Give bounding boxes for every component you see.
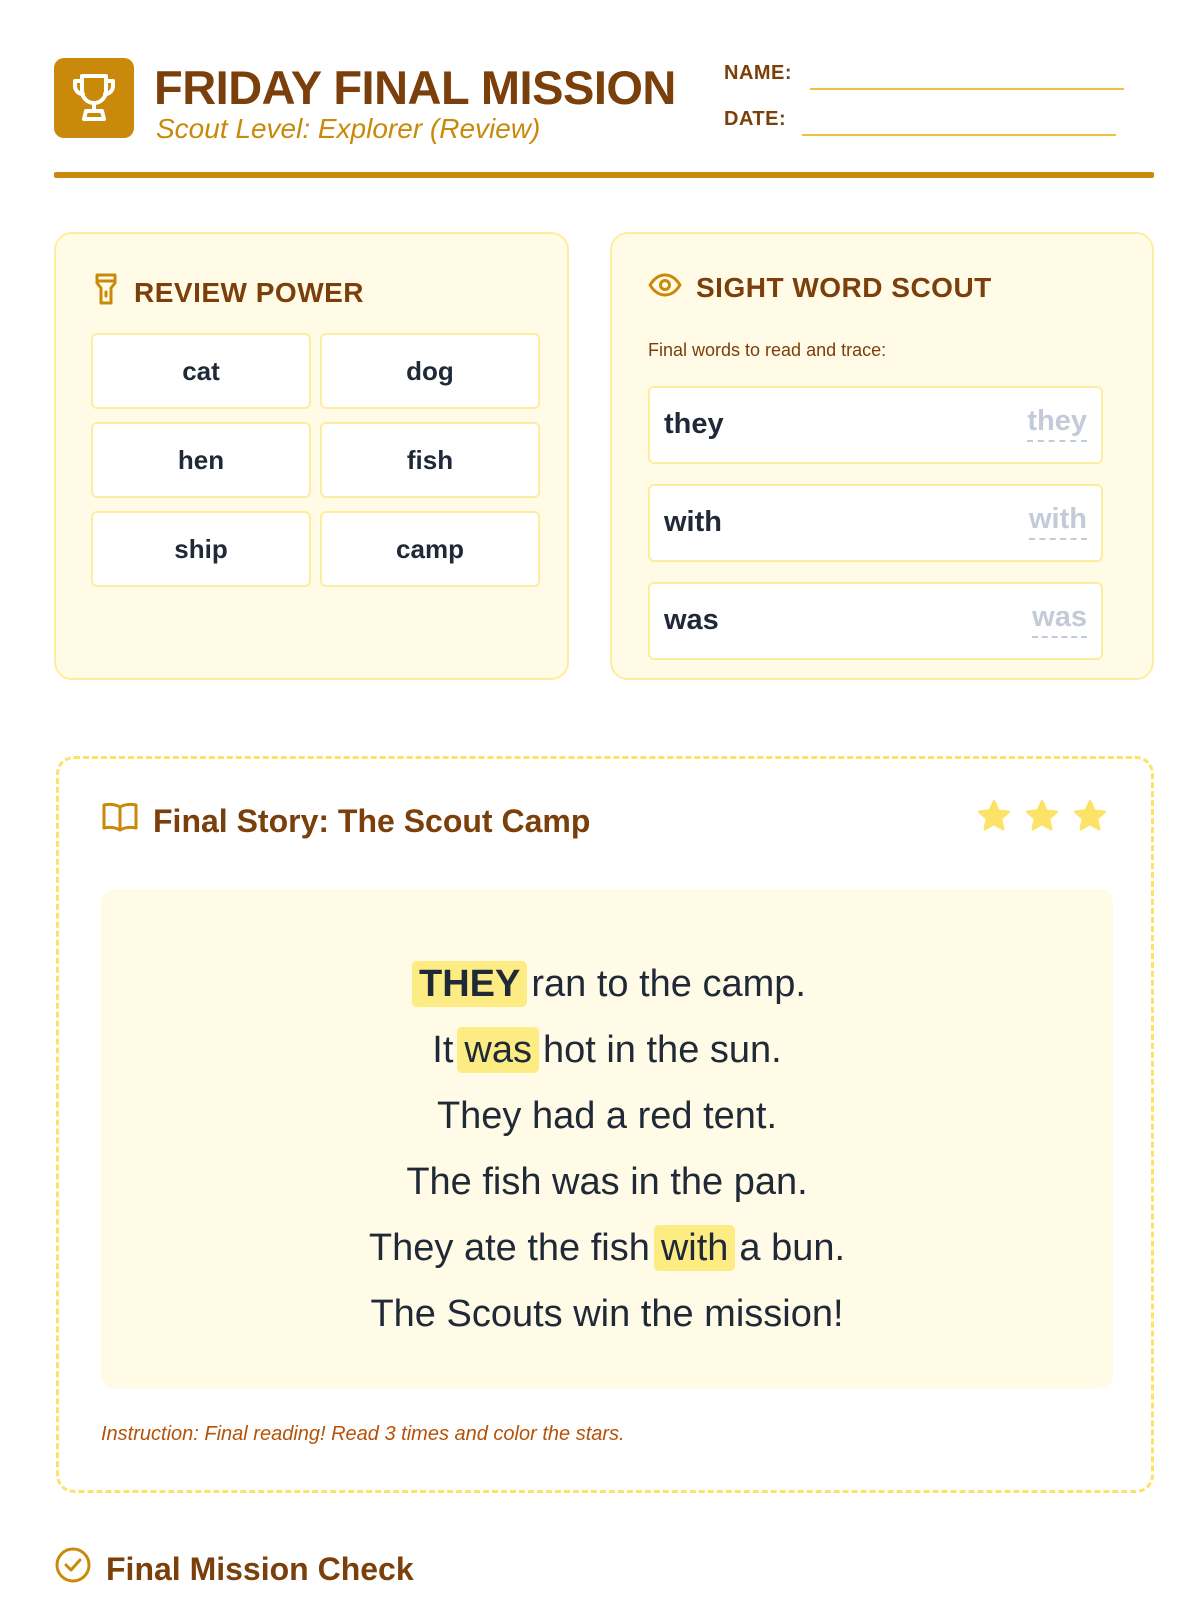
sight-word-title: SIGHT WORD SCOUT (696, 272, 992, 303)
story-text: hot in the sun. (542, 1029, 782, 1071)
story-lines (101, 951, 1113, 1347)
review-word-tile: dog (320, 333, 540, 409)
sight-word: they (664, 408, 724, 440)
review-word-tile: cat (91, 333, 311, 409)
story-line (101, 1215, 1113, 1281)
review-word-tile: fish (320, 422, 540, 498)
name-label: NAME: (724, 62, 793, 84)
sight-word: with (664, 506, 722, 538)
final-check-title: Final Mission Check (106, 1550, 414, 1587)
review-word-tile: ship (91, 511, 311, 587)
story-line (101, 951, 1113, 1017)
star-icon[interactable] (1023, 797, 1061, 840)
story-text: It (432, 1029, 454, 1071)
rating-stars (975, 797, 1109, 840)
story-text: They ate the fish (368, 1227, 650, 1269)
sight-word: was (664, 604, 719, 636)
final-check-heading (54, 1546, 414, 1592)
story-line (101, 1083, 1113, 1149)
story-title: Final Story: The Scout Camp (153, 802, 591, 839)
story-line (101, 1281, 1113, 1347)
story-text: a bun. (739, 1227, 846, 1269)
trace-word[interactable]: was (1032, 602, 1087, 638)
highlighted-sight-word: THEY (412, 961, 527, 1007)
date-field[interactable] (802, 134, 1116, 136)
sight-word-row (648, 386, 1103, 464)
sight-word-instructions: Final words to read and trace: (648, 340, 887, 360)
story-text-box (101, 889, 1113, 1389)
sight-word-card (610, 232, 1154, 680)
story-text: The Scouts win the mission! (370, 1293, 844, 1335)
sight-word-row (648, 484, 1103, 562)
trace-word[interactable]: they (1027, 406, 1087, 442)
story-line (101, 1017, 1113, 1083)
worksheet-header (54, 58, 1154, 178)
story-instruction: Instruction: Final reading! Read 3 times and color the stars. (101, 1423, 625, 1445)
story-text: The fish was in the pan. (406, 1161, 808, 1203)
review-power-title: REVIEW POWER (134, 276, 365, 308)
check-circle-icon (54, 1546, 106, 1592)
page-title: FRIDAY FINAL MISSION (154, 61, 676, 114)
eye-icon (648, 272, 696, 304)
star-icon[interactable] (1071, 797, 1109, 840)
story-heading (101, 801, 590, 841)
review-word-tile: camp (320, 511, 540, 587)
header-divider (54, 172, 1154, 178)
sight-word-row (648, 582, 1103, 660)
review-power-card (54, 232, 569, 680)
highlighted-sight-word: with (654, 1225, 736, 1271)
review-word-tile: hen (91, 422, 311, 498)
name-field[interactable] (810, 88, 1124, 90)
trophy-icon (54, 58, 134, 138)
date-label: DATE: (724, 108, 787, 130)
story-text: They had a red tent. (436, 1095, 778, 1137)
story-line (101, 1149, 1113, 1215)
sight-word-heading (648, 272, 992, 304)
flashlight-icon (92, 272, 134, 313)
star-icon[interactable] (975, 797, 1013, 840)
book-icon (101, 801, 153, 841)
highlighted-sight-word: was (457, 1027, 539, 1073)
story-text: ran to the camp. (531, 963, 806, 1005)
story-card (56, 756, 1154, 1493)
trace-word[interactable]: with (1029, 504, 1087, 540)
review-power-heading (92, 272, 364, 313)
page-subtitle: Scout Level: Explorer (Review) (156, 113, 541, 144)
